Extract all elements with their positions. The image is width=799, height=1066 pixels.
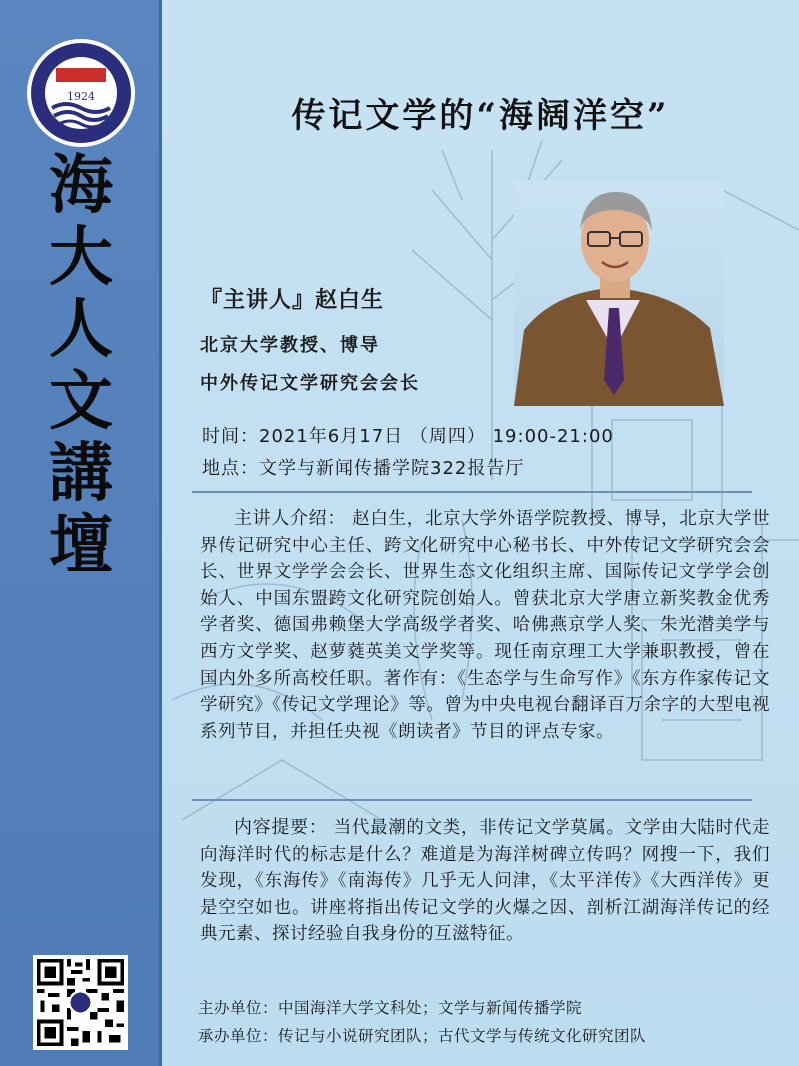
speaker-role: 北京大学教授、博导 bbox=[200, 335, 380, 356]
svg-text:1924: 1924 bbox=[67, 90, 95, 103]
event-time: 时间：2021年6月17日 （周四） 19:00-21:00 bbox=[202, 426, 614, 447]
speaker-role: 中外传记文学研究会会长 bbox=[200, 373, 420, 394]
speaker-photo bbox=[514, 180, 724, 406]
poster-main bbox=[162, 0, 799, 1066]
lecture-title: 传记文学的“海阔洋空” bbox=[291, 96, 670, 136]
sidebar bbox=[0, 0, 162, 1066]
vertical-title-char: 講 bbox=[49, 436, 113, 511]
content-summary bbox=[200, 815, 770, 948]
organizer-unit: 承办单位：传记与小说研究团队；古代文学与传统文化研究团队 bbox=[198, 1027, 647, 1045]
speaker-name: 『主讲人』赵白生 bbox=[200, 288, 385, 313]
summary-text: 当代最潮的文类，非传记文学莫属。文学由大陆时代走向海洋时代的标志是什么？难道是为海洋树碑立传吗？网搜一下，我们发现，《东海传》《南海传》几乎无人问津，《太平洋传》《大西洋传》更是空空如也。讲座将指出传记文学的火爆之因、剖析江湖海洋传记的经典元素、探讨经验自我身份的互滋特征。 bbox=[200, 818, 770, 945]
vertical-title-char: 文 bbox=[49, 364, 113, 439]
vertical-title-char: 大 bbox=[49, 220, 113, 295]
bio-label: 主讲人介绍： bbox=[234, 508, 347, 529]
event-location: 地点：文学与新闻传播学院322报告厅 bbox=[202, 458, 525, 479]
divider bbox=[192, 799, 752, 801]
speaker-bio bbox=[200, 506, 770, 745]
vertical-title-char: 壇 bbox=[49, 508, 113, 583]
host-unit: 主办单位：中国海洋大学文科处；文学与新闻传播学院 bbox=[198, 999, 583, 1017]
summary-label: 内容提要： bbox=[234, 817, 328, 838]
qr-code[interactable] bbox=[33, 955, 128, 1050]
vertical-title-char: 海 bbox=[49, 148, 113, 223]
divider bbox=[192, 491, 752, 493]
vertical-title bbox=[18, 150, 144, 582]
vertical-title-char: 人 bbox=[49, 292, 113, 367]
bio-text: 赵白生，北京大学外语学院教授、博导，北京大学世界传记研究中心主任、跨文化研究中心秘书长、中外传记文学研究会会长、世界文学学会会长、世界生态文化组织主席、国际传记文学学会创始人、中国东盟跨文化研究院创始人。曾获北京大学唐立新奖教金优秀学者奖、德国弗赖堡大学高级学者奖、哈佛燕京学人奖、朱光潜美学与西方文学奖、赵萝蕤英美文学奖等。现任南京理工大学兼职教授，曾在国内外多所高校任职。著作有：《生态学与生命写作》《东方作家传记文学研究》《传记文学理论》等。曾为中央电视台翻译百万余字的大型电视系列节目，并担任央视《朗读者》节目的评点专家。 bbox=[200, 509, 770, 742]
university-logo bbox=[26, 38, 136, 148]
